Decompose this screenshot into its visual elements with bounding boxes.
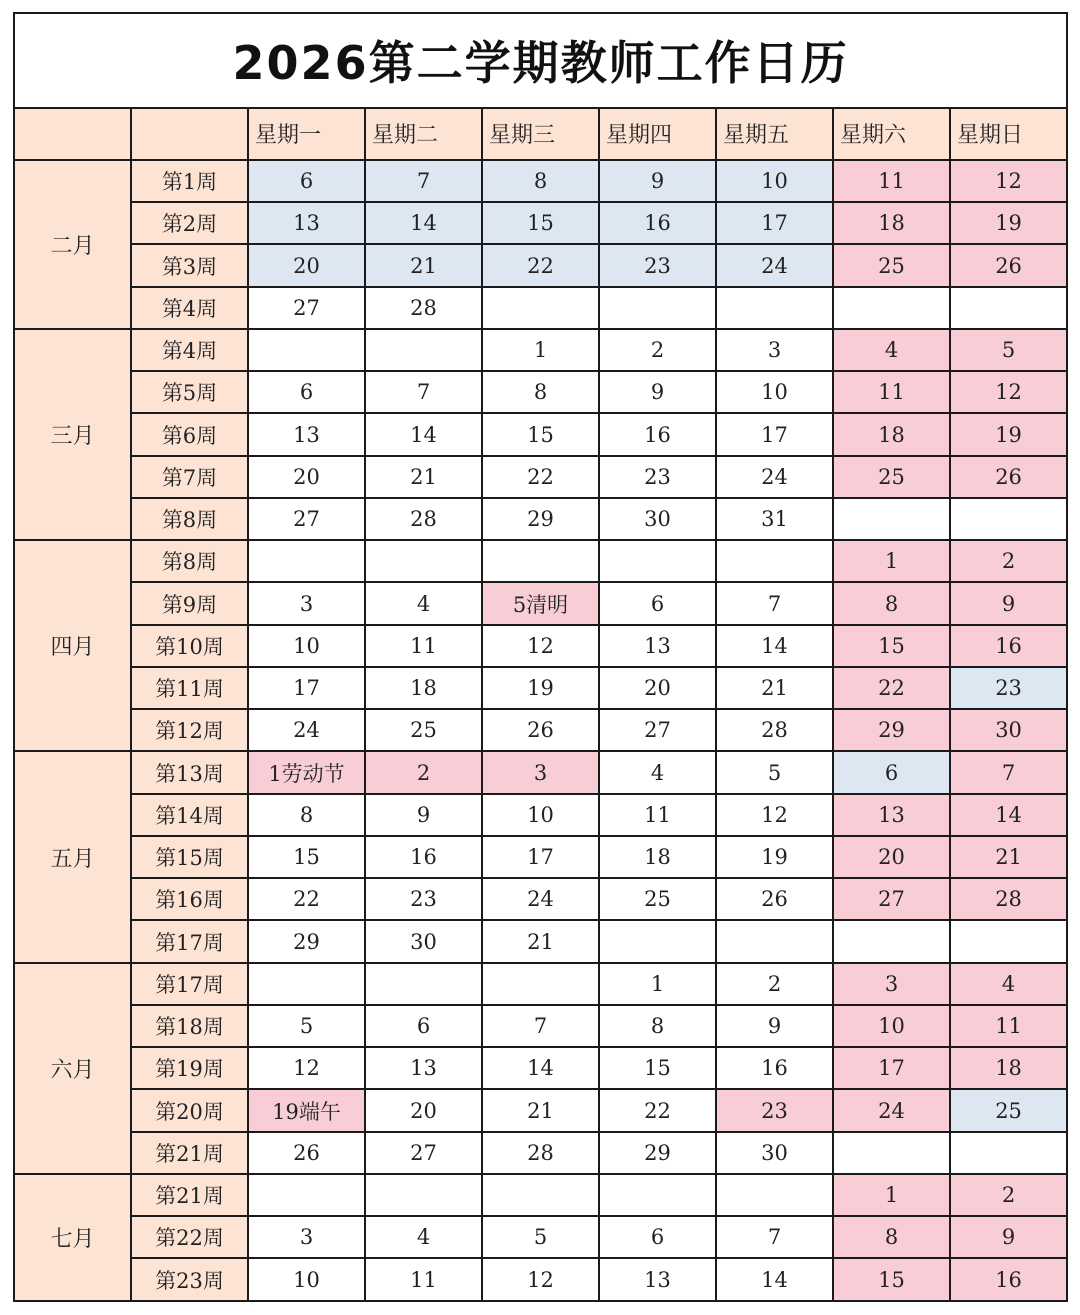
day-cell-monday: 20 [248, 244, 365, 286]
day-cell-saturday: 25 [833, 456, 950, 498]
day-cell-friday: 24 [716, 456, 833, 498]
day-cell-tuesday: 4 [365, 1216, 482, 1258]
day-cell-saturday: 15 [833, 1258, 950, 1301]
day-cell-friday: 26 [716, 878, 833, 920]
day-cell-saturday: 25 [833, 244, 950, 286]
day-cell-wednesday: 12 [482, 625, 599, 667]
day-cell-wednesday: 1 [482, 329, 599, 371]
day-cell-tuesday: 7 [365, 371, 482, 413]
day-cell-thursday: 6 [599, 1216, 716, 1258]
day-cell-sunday: 18 [950, 1047, 1067, 1089]
header-corner-month [14, 108, 131, 160]
week-label: 第17周 [131, 920, 248, 962]
day-cell-wednesday: 12 [482, 1258, 599, 1301]
day-cell-thursday: 18 [599, 836, 716, 878]
day-cell-saturday: 20 [833, 836, 950, 878]
day-cell-wednesday: 7 [482, 1005, 599, 1047]
day-cell-sunday [950, 920, 1067, 962]
day-cell-sunday [950, 1132, 1067, 1174]
week-row [14, 920, 1067, 962]
week-row [14, 456, 1067, 498]
day-cell-saturday: 8 [833, 1216, 950, 1258]
header-saturday: 星期六 [833, 108, 950, 160]
day-cell-saturday: 13 [833, 794, 950, 836]
week-label: 第9周 [131, 582, 248, 624]
day-cell-friday [716, 1174, 833, 1216]
day-cell-sunday [950, 287, 1067, 329]
day-cell-thursday: 20 [599, 667, 716, 709]
day-cell-friday: 9 [716, 1005, 833, 1047]
day-cell-tuesday: 2 [365, 751, 482, 793]
day-cell-wednesday [482, 963, 599, 1005]
day-cell-friday: 16 [716, 1047, 833, 1089]
day-cell-sunday: 9 [950, 582, 1067, 624]
day-cell-saturday: 8 [833, 582, 950, 624]
day-cell-thursday: 25 [599, 878, 716, 920]
day-cell-tuesday: 14 [365, 202, 482, 244]
day-cell-wednesday [482, 540, 599, 582]
day-cell-sunday: 19 [950, 413, 1067, 455]
day-cell-friday: 19 [716, 836, 833, 878]
day-cell-saturday: 6 [833, 751, 950, 793]
day-cell-tuesday: 25 [365, 709, 482, 751]
day-cell-friday: 7 [716, 1216, 833, 1258]
day-cell-monday: 3 [248, 582, 365, 624]
day-cell-sunday: 26 [950, 456, 1067, 498]
day-cell-monday: 29 [248, 920, 365, 962]
week-row [14, 794, 1067, 836]
day-cell-sunday: 2 [950, 540, 1067, 582]
day-cell-wednesday: 24 [482, 878, 599, 920]
day-cell-wednesday: 8 [482, 371, 599, 413]
day-cell-friday: 14 [716, 1258, 833, 1301]
day-cell-thursday: 2 [599, 329, 716, 371]
day-cell-wednesday: 28 [482, 1132, 599, 1174]
day-cell-sunday: 9 [950, 1216, 1067, 1258]
weekday-header-row [14, 108, 1067, 160]
day-cell-tuesday [365, 540, 482, 582]
day-cell-sunday: 11 [950, 1005, 1067, 1047]
day-cell-friday: 21 [716, 667, 833, 709]
day-cell-saturday: 29 [833, 709, 950, 751]
day-cell-thursday [599, 540, 716, 582]
day-cell-saturday: 27 [833, 878, 950, 920]
day-cell-monday: 10 [248, 625, 365, 667]
day-cell-wednesday: 29 [482, 498, 599, 540]
day-cell-saturday: 3 [833, 963, 950, 1005]
header-corner-week [131, 108, 248, 160]
day-cell-friday: 3 [716, 329, 833, 371]
day-cell-sunday: 4 [950, 963, 1067, 1005]
day-cell-friday: 17 [716, 202, 833, 244]
week-row [14, 625, 1067, 667]
day-cell-monday [248, 963, 365, 1005]
day-cell-tuesday [365, 963, 482, 1005]
day-cell-wednesday: 17 [482, 836, 599, 878]
week-label: 第17周 [131, 963, 248, 1005]
day-cell-sunday: 16 [950, 1258, 1067, 1301]
day-cell-sunday: 16 [950, 625, 1067, 667]
day-cell-wednesday: 5清明 [482, 582, 599, 624]
day-cell-thursday [599, 287, 716, 329]
day-cell-wednesday: 3 [482, 751, 599, 793]
day-cell-sunday: 25 [950, 1089, 1067, 1131]
week-row [14, 160, 1067, 202]
day-cell-tuesday: 21 [365, 244, 482, 286]
week-label: 第22周 [131, 1216, 248, 1258]
week-row [14, 1047, 1067, 1089]
day-cell-thursday: 6 [599, 582, 716, 624]
day-cell-thursday: 9 [599, 160, 716, 202]
day-cell-monday: 1劳动节 [248, 751, 365, 793]
week-row [14, 582, 1067, 624]
day-cell-sunday: 7 [950, 751, 1067, 793]
week-label: 第8周 [131, 498, 248, 540]
day-cell-monday: 8 [248, 794, 365, 836]
week-label: 第19周 [131, 1047, 248, 1089]
day-cell-thursday: 1 [599, 963, 716, 1005]
day-cell-monday: 6 [248, 371, 365, 413]
week-label: 第4周 [131, 287, 248, 329]
day-cell-thursday: 4 [599, 751, 716, 793]
day-cell-saturday: 22 [833, 667, 950, 709]
day-cell-sunday: 14 [950, 794, 1067, 836]
day-cell-tuesday [365, 1174, 482, 1216]
day-cell-thursday: 11 [599, 794, 716, 836]
day-cell-thursday: 27 [599, 709, 716, 751]
day-cell-friday: 23 [716, 1089, 833, 1131]
day-cell-tuesday: 16 [365, 836, 482, 878]
day-cell-wednesday: 19 [482, 667, 599, 709]
day-cell-friday: 24 [716, 244, 833, 286]
day-cell-wednesday: 26 [482, 709, 599, 751]
day-cell-friday: 31 [716, 498, 833, 540]
week-label: 第8周 [131, 540, 248, 582]
week-label: 第11周 [131, 667, 248, 709]
day-cell-tuesday: 30 [365, 920, 482, 962]
day-cell-saturday: 17 [833, 1047, 950, 1089]
week-row [14, 540, 1067, 582]
day-cell-saturday: 18 [833, 413, 950, 455]
day-cell-friday: 5 [716, 751, 833, 793]
day-cell-tuesday: 28 [365, 498, 482, 540]
day-cell-friday [716, 540, 833, 582]
week-label: 第5周 [131, 371, 248, 413]
day-cell-wednesday: 8 [482, 160, 599, 202]
week-label: 第12周 [131, 709, 248, 751]
day-cell-monday: 10 [248, 1258, 365, 1301]
day-cell-saturday: 1 [833, 1174, 950, 1216]
day-cell-monday: 13 [248, 202, 365, 244]
day-cell-friday: 14 [716, 625, 833, 667]
day-cell-sunday: 23 [950, 667, 1067, 709]
week-label: 第14周 [131, 794, 248, 836]
day-cell-monday: 19端午 [248, 1089, 365, 1131]
day-cell-wednesday: 14 [482, 1047, 599, 1089]
week-label: 第2周 [131, 202, 248, 244]
day-cell-monday: 12 [248, 1047, 365, 1089]
day-cell-monday [248, 540, 365, 582]
day-cell-friday: 7 [716, 582, 833, 624]
day-cell-monday: 22 [248, 878, 365, 920]
day-cell-friday: 10 [716, 160, 833, 202]
day-cell-sunday: 21 [950, 836, 1067, 878]
week-label: 第21周 [131, 1132, 248, 1174]
day-cell-thursday: 16 [599, 413, 716, 455]
day-cell-tuesday: 9 [365, 794, 482, 836]
week-row [14, 878, 1067, 920]
header-sunday: 星期日 [950, 108, 1067, 160]
day-cell-tuesday: 27 [365, 1132, 482, 1174]
page-title: 2026第二学期教师工作日历 [14, 13, 1067, 108]
day-cell-monday: 27 [248, 287, 365, 329]
day-cell-sunday: 28 [950, 878, 1067, 920]
week-row [14, 329, 1067, 371]
day-cell-sunday: 5 [950, 329, 1067, 371]
day-cell-monday: 24 [248, 709, 365, 751]
week-label: 第4周 [131, 329, 248, 371]
calendar-table [13, 12, 1068, 1302]
week-label: 第16周 [131, 878, 248, 920]
day-cell-sunday: 2 [950, 1174, 1067, 1216]
week-row [14, 836, 1067, 878]
day-cell-tuesday: 21 [365, 456, 482, 498]
day-cell-friday: 28 [716, 709, 833, 751]
week-row [14, 413, 1067, 455]
day-cell-thursday: 9 [599, 371, 716, 413]
week-row [14, 963, 1067, 1005]
week-label: 第3周 [131, 244, 248, 286]
day-cell-saturday: 15 [833, 625, 950, 667]
week-row [14, 1258, 1067, 1301]
day-cell-sunday: 12 [950, 371, 1067, 413]
day-cell-wednesday [482, 1174, 599, 1216]
week-row [14, 371, 1067, 413]
week-row [14, 202, 1067, 244]
day-cell-wednesday: 5 [482, 1216, 599, 1258]
day-cell-monday: 13 [248, 413, 365, 455]
week-label: 第1周 [131, 160, 248, 202]
month-label: 七月 [14, 1174, 131, 1301]
week-row [14, 751, 1067, 793]
day-cell-thursday: 29 [599, 1132, 716, 1174]
day-cell-monday [248, 329, 365, 371]
week-label: 第21周 [131, 1174, 248, 1216]
day-cell-friday [716, 287, 833, 329]
day-cell-monday: 17 [248, 667, 365, 709]
month-label: 五月 [14, 751, 131, 962]
day-cell-thursday: 13 [599, 625, 716, 667]
week-label: 第7周 [131, 456, 248, 498]
day-cell-tuesday: 4 [365, 582, 482, 624]
header-friday: 星期五 [716, 108, 833, 160]
day-cell-saturday: 11 [833, 160, 950, 202]
day-cell-friday: 10 [716, 371, 833, 413]
day-cell-tuesday: 11 [365, 1258, 482, 1301]
week-row [14, 1174, 1067, 1216]
week-label: 第23周 [131, 1258, 248, 1301]
day-cell-saturday: 1 [833, 540, 950, 582]
day-cell-tuesday [365, 329, 482, 371]
week-label: 第13周 [131, 751, 248, 793]
day-cell-friday: 2 [716, 963, 833, 1005]
week-row [14, 709, 1067, 751]
day-cell-monday: 15 [248, 836, 365, 878]
day-cell-wednesday [482, 287, 599, 329]
header-wednesday: 星期三 [482, 108, 599, 160]
day-cell-monday: 6 [248, 160, 365, 202]
day-cell-thursday: 13 [599, 1258, 716, 1301]
week-row [14, 1216, 1067, 1258]
week-row [14, 667, 1067, 709]
day-cell-wednesday: 15 [482, 202, 599, 244]
month-label: 六月 [14, 963, 131, 1174]
week-label: 第20周 [131, 1089, 248, 1131]
day-cell-friday: 12 [716, 794, 833, 836]
day-cell-thursday: 22 [599, 1089, 716, 1131]
day-cell-thursday: 23 [599, 456, 716, 498]
day-cell-monday: 26 [248, 1132, 365, 1174]
day-cell-monday: 27 [248, 498, 365, 540]
day-cell-saturday [833, 287, 950, 329]
day-cell-wednesday: 21 [482, 920, 599, 962]
day-cell-wednesday: 15 [482, 413, 599, 455]
day-cell-wednesday: 22 [482, 456, 599, 498]
day-cell-tuesday: 20 [365, 1089, 482, 1131]
week-row [14, 1089, 1067, 1131]
week-label: 第10周 [131, 625, 248, 667]
day-cell-sunday [950, 498, 1067, 540]
day-cell-tuesday: 11 [365, 625, 482, 667]
week-row [14, 287, 1067, 329]
day-cell-saturday: 10 [833, 1005, 950, 1047]
week-row [14, 498, 1067, 540]
day-cell-saturday [833, 498, 950, 540]
day-cell-wednesday: 10 [482, 794, 599, 836]
day-cell-thursday: 15 [599, 1047, 716, 1089]
day-cell-thursday: 23 [599, 244, 716, 286]
day-cell-saturday: 4 [833, 329, 950, 371]
day-cell-monday [248, 1174, 365, 1216]
day-cell-thursday [599, 920, 716, 962]
week-label: 第6周 [131, 413, 248, 455]
day-cell-friday: 30 [716, 1132, 833, 1174]
month-label: 三月 [14, 329, 131, 540]
day-cell-tuesday: 13 [365, 1047, 482, 1089]
month-label: 四月 [14, 540, 131, 751]
day-cell-tuesday: 14 [365, 413, 482, 455]
day-cell-saturday [833, 1132, 950, 1174]
day-cell-saturday: 11 [833, 371, 950, 413]
day-cell-wednesday: 21 [482, 1089, 599, 1131]
day-cell-sunday: 12 [950, 160, 1067, 202]
header-tuesday: 星期二 [365, 108, 482, 160]
month-label: 二月 [14, 160, 131, 329]
week-row [14, 1005, 1067, 1047]
day-cell-monday: 3 [248, 1216, 365, 1258]
week-row [14, 1132, 1067, 1174]
day-cell-thursday: 16 [599, 202, 716, 244]
day-cell-tuesday: 28 [365, 287, 482, 329]
week-label: 第15周 [131, 836, 248, 878]
day-cell-saturday [833, 920, 950, 962]
day-cell-sunday: 26 [950, 244, 1067, 286]
week-row [14, 244, 1067, 286]
day-cell-friday [716, 920, 833, 962]
day-cell-tuesday: 23 [365, 878, 482, 920]
day-cell-monday: 20 [248, 456, 365, 498]
day-cell-thursday [599, 1174, 716, 1216]
day-cell-saturday: 18 [833, 202, 950, 244]
day-cell-sunday: 19 [950, 202, 1067, 244]
day-cell-monday: 5 [248, 1005, 365, 1047]
day-cell-tuesday: 6 [365, 1005, 482, 1047]
header-thursday: 星期四 [599, 108, 716, 160]
week-label: 第18周 [131, 1005, 248, 1047]
day-cell-thursday: 30 [599, 498, 716, 540]
day-cell-sunday: 30 [950, 709, 1067, 751]
day-cell-saturday: 24 [833, 1089, 950, 1131]
day-cell-friday: 17 [716, 413, 833, 455]
day-cell-tuesday: 18 [365, 667, 482, 709]
day-cell-tuesday: 7 [365, 160, 482, 202]
header-monday: 星期一 [248, 108, 365, 160]
day-cell-thursday: 8 [599, 1005, 716, 1047]
day-cell-wednesday: 22 [482, 244, 599, 286]
